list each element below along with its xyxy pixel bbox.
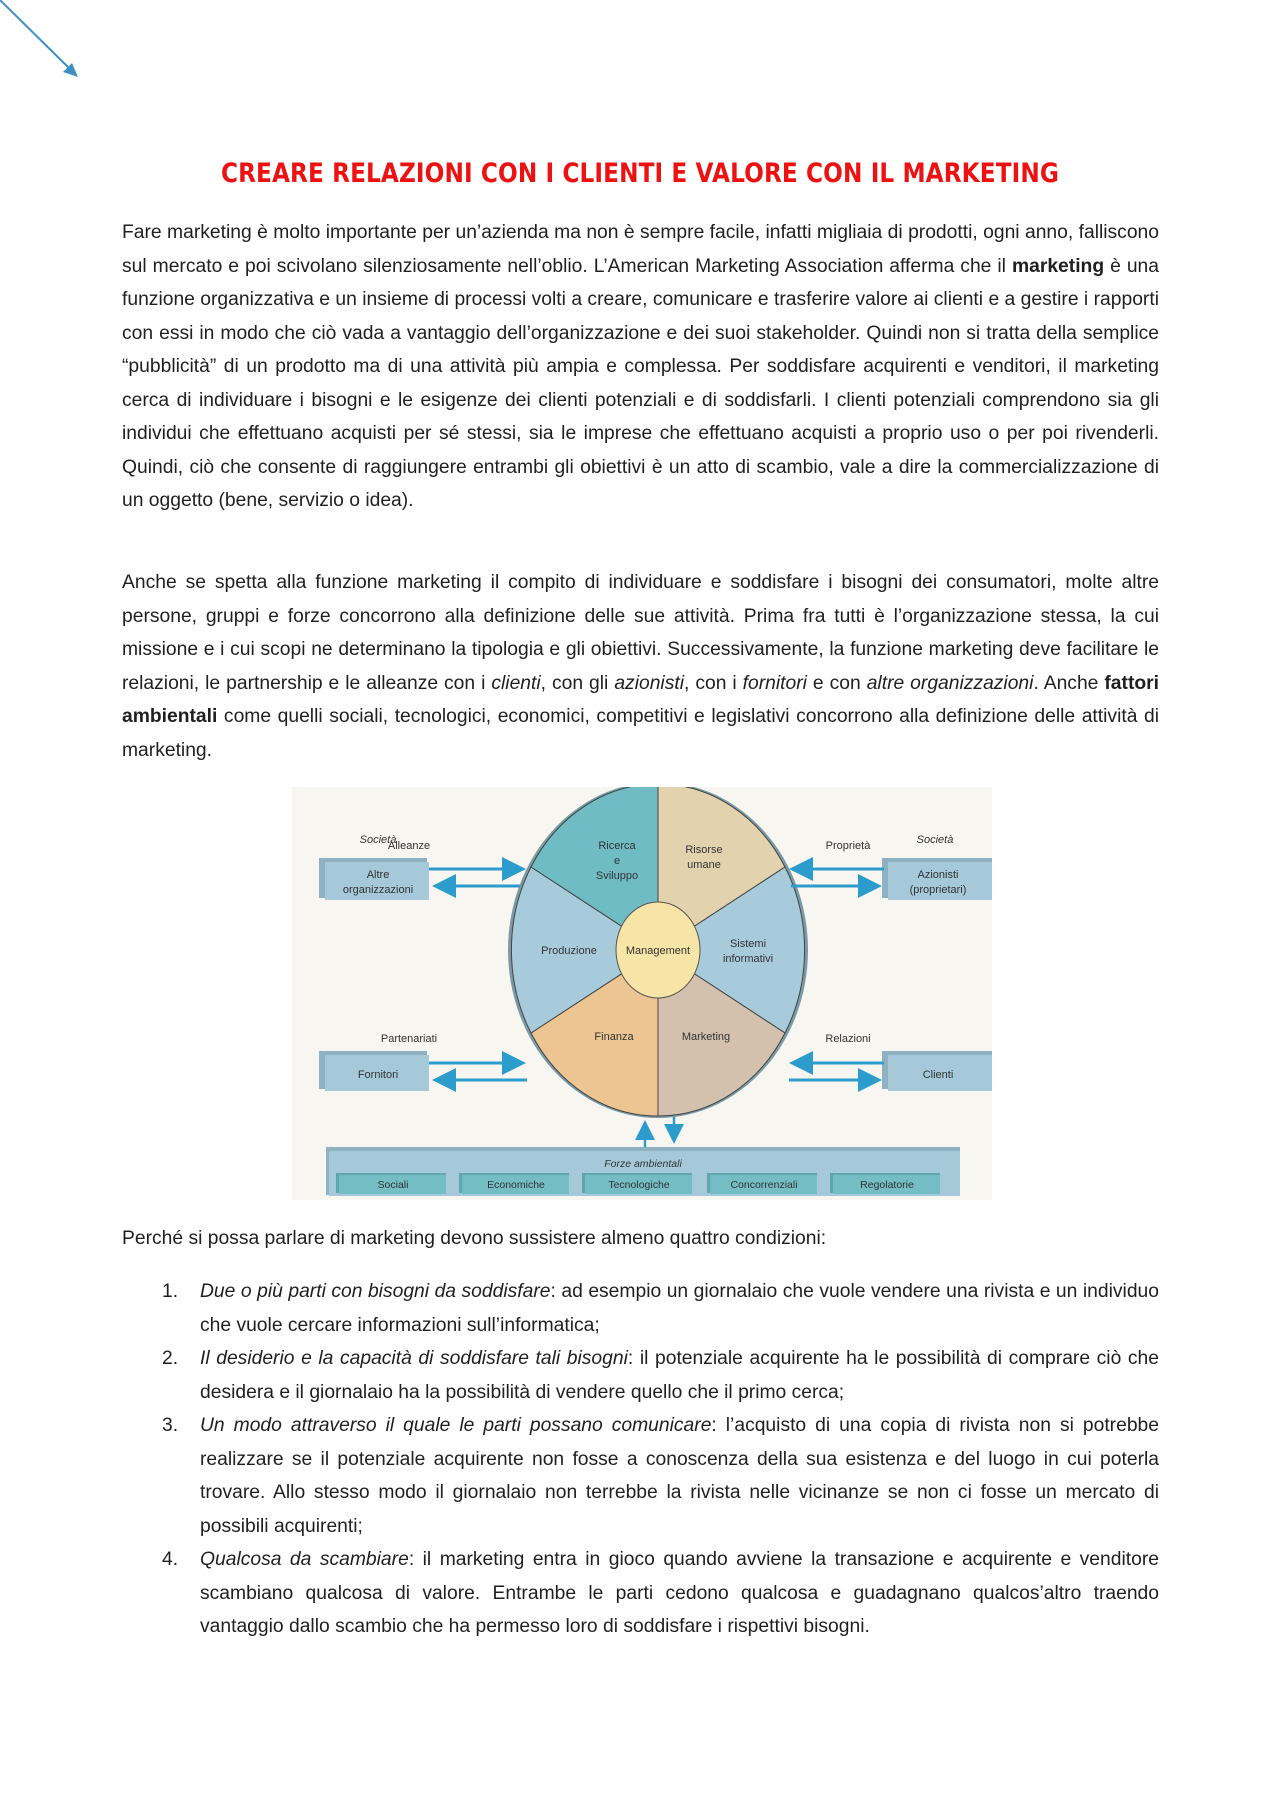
force-item-economiche: [459, 1173, 569, 1194]
page-title: CREARE RELAZIONI CON I CLIENTI E VALORE CON IL MARKETING: [220, 158, 1060, 189]
stakeholder-altre-organizzazioni: [319, 858, 429, 900]
force-item-tecnologiche: [582, 1173, 692, 1194]
force-item-sociali: [336, 1173, 446, 1194]
stakeholder-clienti: [882, 1051, 992, 1091]
segment-label: Produzione: [541, 945, 597, 957]
condition-item: [122, 1409, 1159, 1543]
management-label: Management: [625, 945, 691, 957]
italic-term: azionisti: [614, 672, 684, 694]
paragraph-text: come quelli sociali, tecnologici, economici, competitivi e legislativi concorrono alla definizione delle attività di marketing.: [122, 706, 1159, 761]
condition-item: [122, 1275, 1159, 1342]
society-right-label: Società: [916, 834, 954, 846]
box-label: Clienti: [922, 1069, 954, 1081]
list-number: 2.: [162, 1348, 179, 1369]
segment-label: informativi: [722, 953, 774, 965]
paragraph-text: Fare marketing è molto importante per un’azienda ma non è sempre facile, infatti migliaia di prodotti, ogni anno, falliscono sul mercato e poi scivolano silenziosamente nell’oblio. L’American Marketing Association afferma che il: [122, 222, 1159, 277]
segment-label: Finanza: [594, 1031, 634, 1043]
link-proprieta: Proprietà: [825, 840, 871, 852]
paragraph-text: , con i: [684, 672, 743, 694]
forces-title: Forze ambientali: [604, 1158, 682, 1170]
stakeholder-azionisti: [882, 858, 992, 900]
segment-label: Ricerca: [598, 840, 636, 852]
condition-title: Qualcosa da scambiare: [200, 1549, 409, 1570]
segment-label: e: [613, 855, 621, 867]
condition-text: : ad esempio un giornalaio che vuole vendere una rivista e un individuo che vuole cercare informazioni sull’informatica;: [200, 1281, 1159, 1336]
force-label: Sociali: [377, 1179, 409, 1191]
paragraph-text: e con: [806, 672, 867, 694]
link-alleanze: Alleanze: [387, 840, 431, 852]
force-label: Tecnologiche: [608, 1179, 670, 1191]
box-label: Altre: [366, 869, 390, 881]
condition-title: Due o più parti con bisogni da soddisfare: [200, 1281, 551, 1302]
organization-diagram: [292, 787, 992, 1200]
force-item-regolatorie: [830, 1173, 940, 1194]
stakeholder-fornitori: [319, 1051, 429, 1091]
paragraph-text: è una funzione organizzativa e un insieme di processi volti a creare, comunicare e trasferire valore ai clienti e a gestire i rapporti con essi in modo che ciò vada a vantaggio dell’organizzazione e dei suoi stakeholder. Quindi non si tratta della semplice “pubblicità” di un prodotto ma di una attività più ampia e complessa. Per soddisfare acquirenti e venditori, il marketing cerca di individuare i bisogni e le esigenze dei clienti potenziali e di soddisfarli. I clienti potenziali comprendono sia gli individui che effettuano acquisti per sé stessi, sia le imprese che effettuano acquisti a proprio uso o per poi rivenderli. Quindi, ciò che consente di raggiungere entrambi gli obiettivi è un atto di scambio, vale a dire la commercializzazione di un oggetto (bene, servizio o idea).: [122, 255, 1159, 511]
society-left-label: Società: [359, 834, 397, 846]
box-label: Fornitori: [357, 1069, 399, 1081]
link-relazioni: Relazioni: [825, 1033, 871, 1045]
italic-term: clienti: [491, 672, 541, 694]
force-label: Concorrenziali: [730, 1179, 798, 1191]
segment-label: Marketing: [681, 1031, 731, 1043]
list-number: 1.: [162, 1281, 179, 1302]
segment-label: Sistemi: [729, 938, 767, 950]
environmental-forces-panel: [326, 1147, 960, 1196]
organization-wheel: [508, 787, 808, 1118]
condition-text: : il marketing entra in gioco quando avviene la transazione e acquirente e venditore scambiano qualcosa di valore. Entrambe le parti cedono qualcosa e guadagnano qualcos’altro traendo vantaggio dallo scambio che ha permesso loro di soddisfare i rispettivi bisogni.: [200, 1549, 1159, 1637]
segment-label: umane: [687, 859, 721, 871]
bold-term: marketing: [1011, 255, 1105, 277]
condition-item: [122, 1543, 1159, 1644]
paragraph-conditions-intro: Perché si possa parlare di marketing devono sussistere almeno quattro condizioni:: [122, 1228, 827, 1249]
link-partenariati: Partenariati: [380, 1033, 438, 1045]
italic-term: fornitori: [742, 672, 807, 694]
diagram-svg: [292, 787, 992, 1200]
paragraph-text: Anche se spetta alla funzione marketing il compito di individuare e soddisfare i bisogni dei consumatori, molte altre persone, gruppi e forze concorrono alla definizione delle sue attività. Prima fra tutti è l’organizzazione stessa, la cui missione e i cui scopi ne determinano la tipologia e gli obiettivi. Successivamente, la funzione marketing deve facilitare le relazioni, le partnership e le alleanze con i: [122, 572, 1159, 694]
paragraph-intro: [122, 216, 1159, 518]
force-item-concorrenziali: [707, 1173, 817, 1194]
paragraph-text: . Anche: [1033, 672, 1105, 694]
condition-item: [122, 1342, 1159, 1409]
force-label: Regolatorie: [860, 1179, 914, 1191]
condition-title: Un modo attraverso il quale le parti possano comunicare: [200, 1415, 712, 1436]
box-label: (proprietari): [909, 884, 967, 896]
force-label: Economiche: [487, 1179, 545, 1191]
condition-title: Il desiderio e la capacità di soddisfare tali bisogni: [200, 1348, 628, 1369]
bold-term: fattori ambientali: [122, 672, 1159, 727]
paragraph-context: [122, 566, 1159, 767]
segment-label: Sviluppo: [595, 870, 639, 882]
segment-label: Risorse: [685, 844, 723, 856]
italic-term: altre organizzazioni: [866, 672, 1034, 694]
conditions-list: [122, 1275, 1159, 1644]
box-label: organizzazioni: [342, 884, 414, 896]
condition-text: : l’acquisto di una copia di rivista non si potrebbe realizzare se il potenziale acquirente non fosse a conoscenza della sua esistenza e del luogo in cui poterla trovare. Allo stesso modo il giornalaio non terrebbe la rivista nelle vicinanze se non ci fosse un mercato di possibili acquirenti;: [200, 1415, 1159, 1537]
list-number: 4.: [162, 1549, 179, 1570]
list-number: 3.: [162, 1415, 179, 1436]
paragraph-text: , con gli: [540, 672, 615, 694]
box-label: Azionisti: [917, 869, 959, 881]
condition-text: : il potenziale acquirente ha le possibilità di comprare ciò che desidera e il giornalaio ha la possibilità di vendere quello che il primo cerca;: [200, 1348, 1159, 1403]
corner-arrow-icon: [0, 0, 90, 90]
